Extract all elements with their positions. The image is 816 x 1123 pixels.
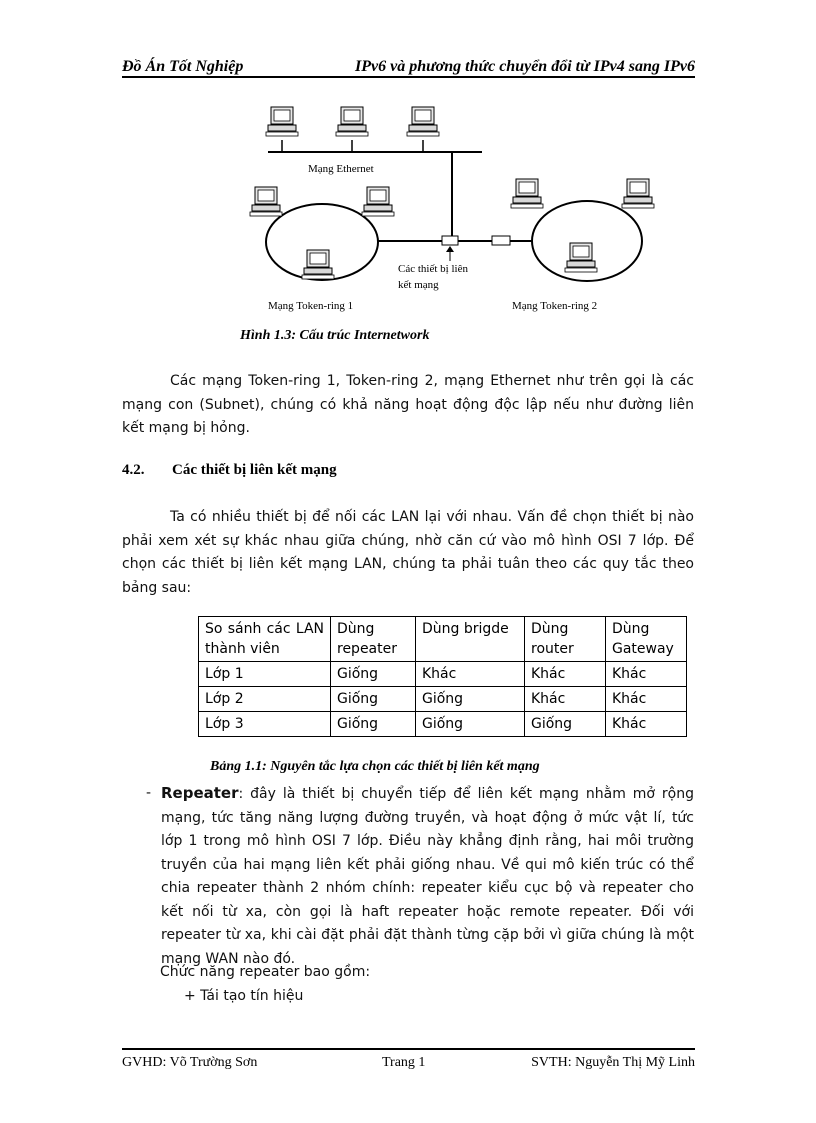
table-header-cell: Dùng router (525, 617, 606, 662)
table-caption: Bảng 1.1: Nguyên tắc lựa chọn các thiết bị liên kết mạng (210, 759, 540, 774)
repeater-text: : đây là thiết bị chuyển tiếp để liên kết mạng nhằm mở rộng mạng, tức tăng năng lượng đường truyền, và hoạt động ở mức vật lí, tức lớp 1 trong mô hình OSI 7 lớp. Điều này khẳng định rằng, hai môi trường truyền của hai mạng liên kết phải giống nhau. Về qui mô kiến trúc có thể chia repeater thành 2 nhóm chính: repeater kiểu cục bộ và repeater cho kết nối từ xa, còn gọi là haft repeater hoặc remote repeater. Đối với repeater từ xa, khi cài đặt phải đặt thành từng cặp bởi vì giữa chúng là một mạng WAN nào đó. (161, 786, 694, 967)
link-device (442, 236, 458, 245)
section-title: Các thiết bị liên kết mạng (172, 462, 337, 478)
label-ring1: Mạng Token-ring 1 (268, 300, 354, 312)
internetwork-figure (230, 95, 660, 320)
table-cell: Khác (525, 662, 606, 687)
footer-page: Trang 1 (382, 1055, 426, 1070)
header-rule (122, 76, 695, 78)
table-header-cell: Dùng Gateway (606, 617, 687, 662)
table-header-row (199, 617, 687, 662)
computer-icon (622, 179, 654, 208)
repeater-body (161, 782, 694, 971)
functions-intro: Chức năng repeater bao gồm: (160, 964, 371, 980)
label-devices-line2: kết mạng (398, 279, 439, 291)
section-heading (122, 462, 337, 479)
computer-icon (511, 179, 543, 208)
repeater-term: Repeater (161, 784, 239, 802)
bullet-dash: - (146, 785, 152, 801)
computer-icon (302, 250, 334, 279)
computer-icon (565, 243, 597, 272)
table-row (199, 662, 687, 687)
header-right: IPv6 và phương thức chuyển đổi từ IPv4 sang IPv6 (354, 58, 695, 75)
computer-icon (250, 187, 282, 216)
functions-item: + Tái tạo tín hiệu (184, 988, 304, 1004)
comparison-table (198, 616, 687, 737)
table-cell: Khác (606, 687, 687, 712)
computer-icon (407, 107, 439, 136)
footer-right: SVTH: Nguyễn Thị Mỹ Linh (531, 1055, 695, 1070)
computer-icon (266, 107, 298, 136)
repeater-bullet (146, 782, 694, 971)
label-devices-line1: Các thiết bị liên (398, 263, 468, 275)
table-cell: Giống (331, 687, 416, 712)
table-cell: Giống (525, 712, 606, 737)
table-header-cell: Dùng brigde (416, 617, 525, 662)
table-cell: Giống (416, 687, 525, 712)
label-ring2: Mạng Token-ring 2 (512, 300, 598, 312)
table-header-cell: Dùng repeater (331, 617, 416, 662)
table-cell: Khác (416, 662, 525, 687)
paragraph-subnets (122, 370, 694, 441)
footer-rule (122, 1048, 695, 1050)
computer-icon (362, 187, 394, 216)
label-ethernet: Mạng Ethernet (308, 163, 374, 175)
table-cell: Lớp 2 (199, 687, 331, 712)
table-row (199, 712, 687, 737)
paragraph-subnets-text: Các mạng Token-ring 1, Token-ring 2, mạng Ethernet như trên gọi là các mạng con (Subnet), chúng có khả năng hoạt động độc lập nếu như đường liên kết mạng bị hỏng. (122, 373, 694, 436)
table-cell: Lớp 1 (199, 662, 331, 687)
page-header (122, 50, 695, 76)
section-number: 4.2. (122, 462, 145, 478)
table-cell: Khác (606, 662, 687, 687)
table-cell: Lớp 3 (199, 712, 331, 737)
figure-caption: Hình 1.3: Cấu trúc Internetwork (240, 328, 430, 343)
paragraph-devices (122, 506, 694, 600)
computer-icon (336, 107, 368, 136)
footer-left: GVHD: Võ Trường Sơn (122, 1055, 258, 1070)
header-left: Đồ Án Tốt Nghiệp (122, 58, 244, 75)
table-header-cell: So sánh các LAN thành viên (199, 617, 331, 662)
table-cell: Khác (606, 712, 687, 737)
page-footer (122, 1055, 695, 1077)
table-cell: Khác (525, 687, 606, 712)
table-cell: Giống (416, 712, 525, 737)
paragraph-devices-text: Ta có nhiều thiết bị để nối các LAN lại với nhau. Vấn đề chọn thiết bị nào phải xem xét sự khác nhau giữa chúng, nhờ căn cứ vào mô hình OSI 7 lớp. Để chọn các thiết bị liên kết mạng LAN, chúng ta phải tuân theo các quy tắc theo bảng sau: (122, 509, 694, 596)
link-device (492, 236, 510, 245)
table-row (199, 687, 687, 712)
table-cell: Giống (331, 662, 416, 687)
network-diagram (230, 95, 660, 320)
table-cell: Giống (331, 712, 416, 737)
